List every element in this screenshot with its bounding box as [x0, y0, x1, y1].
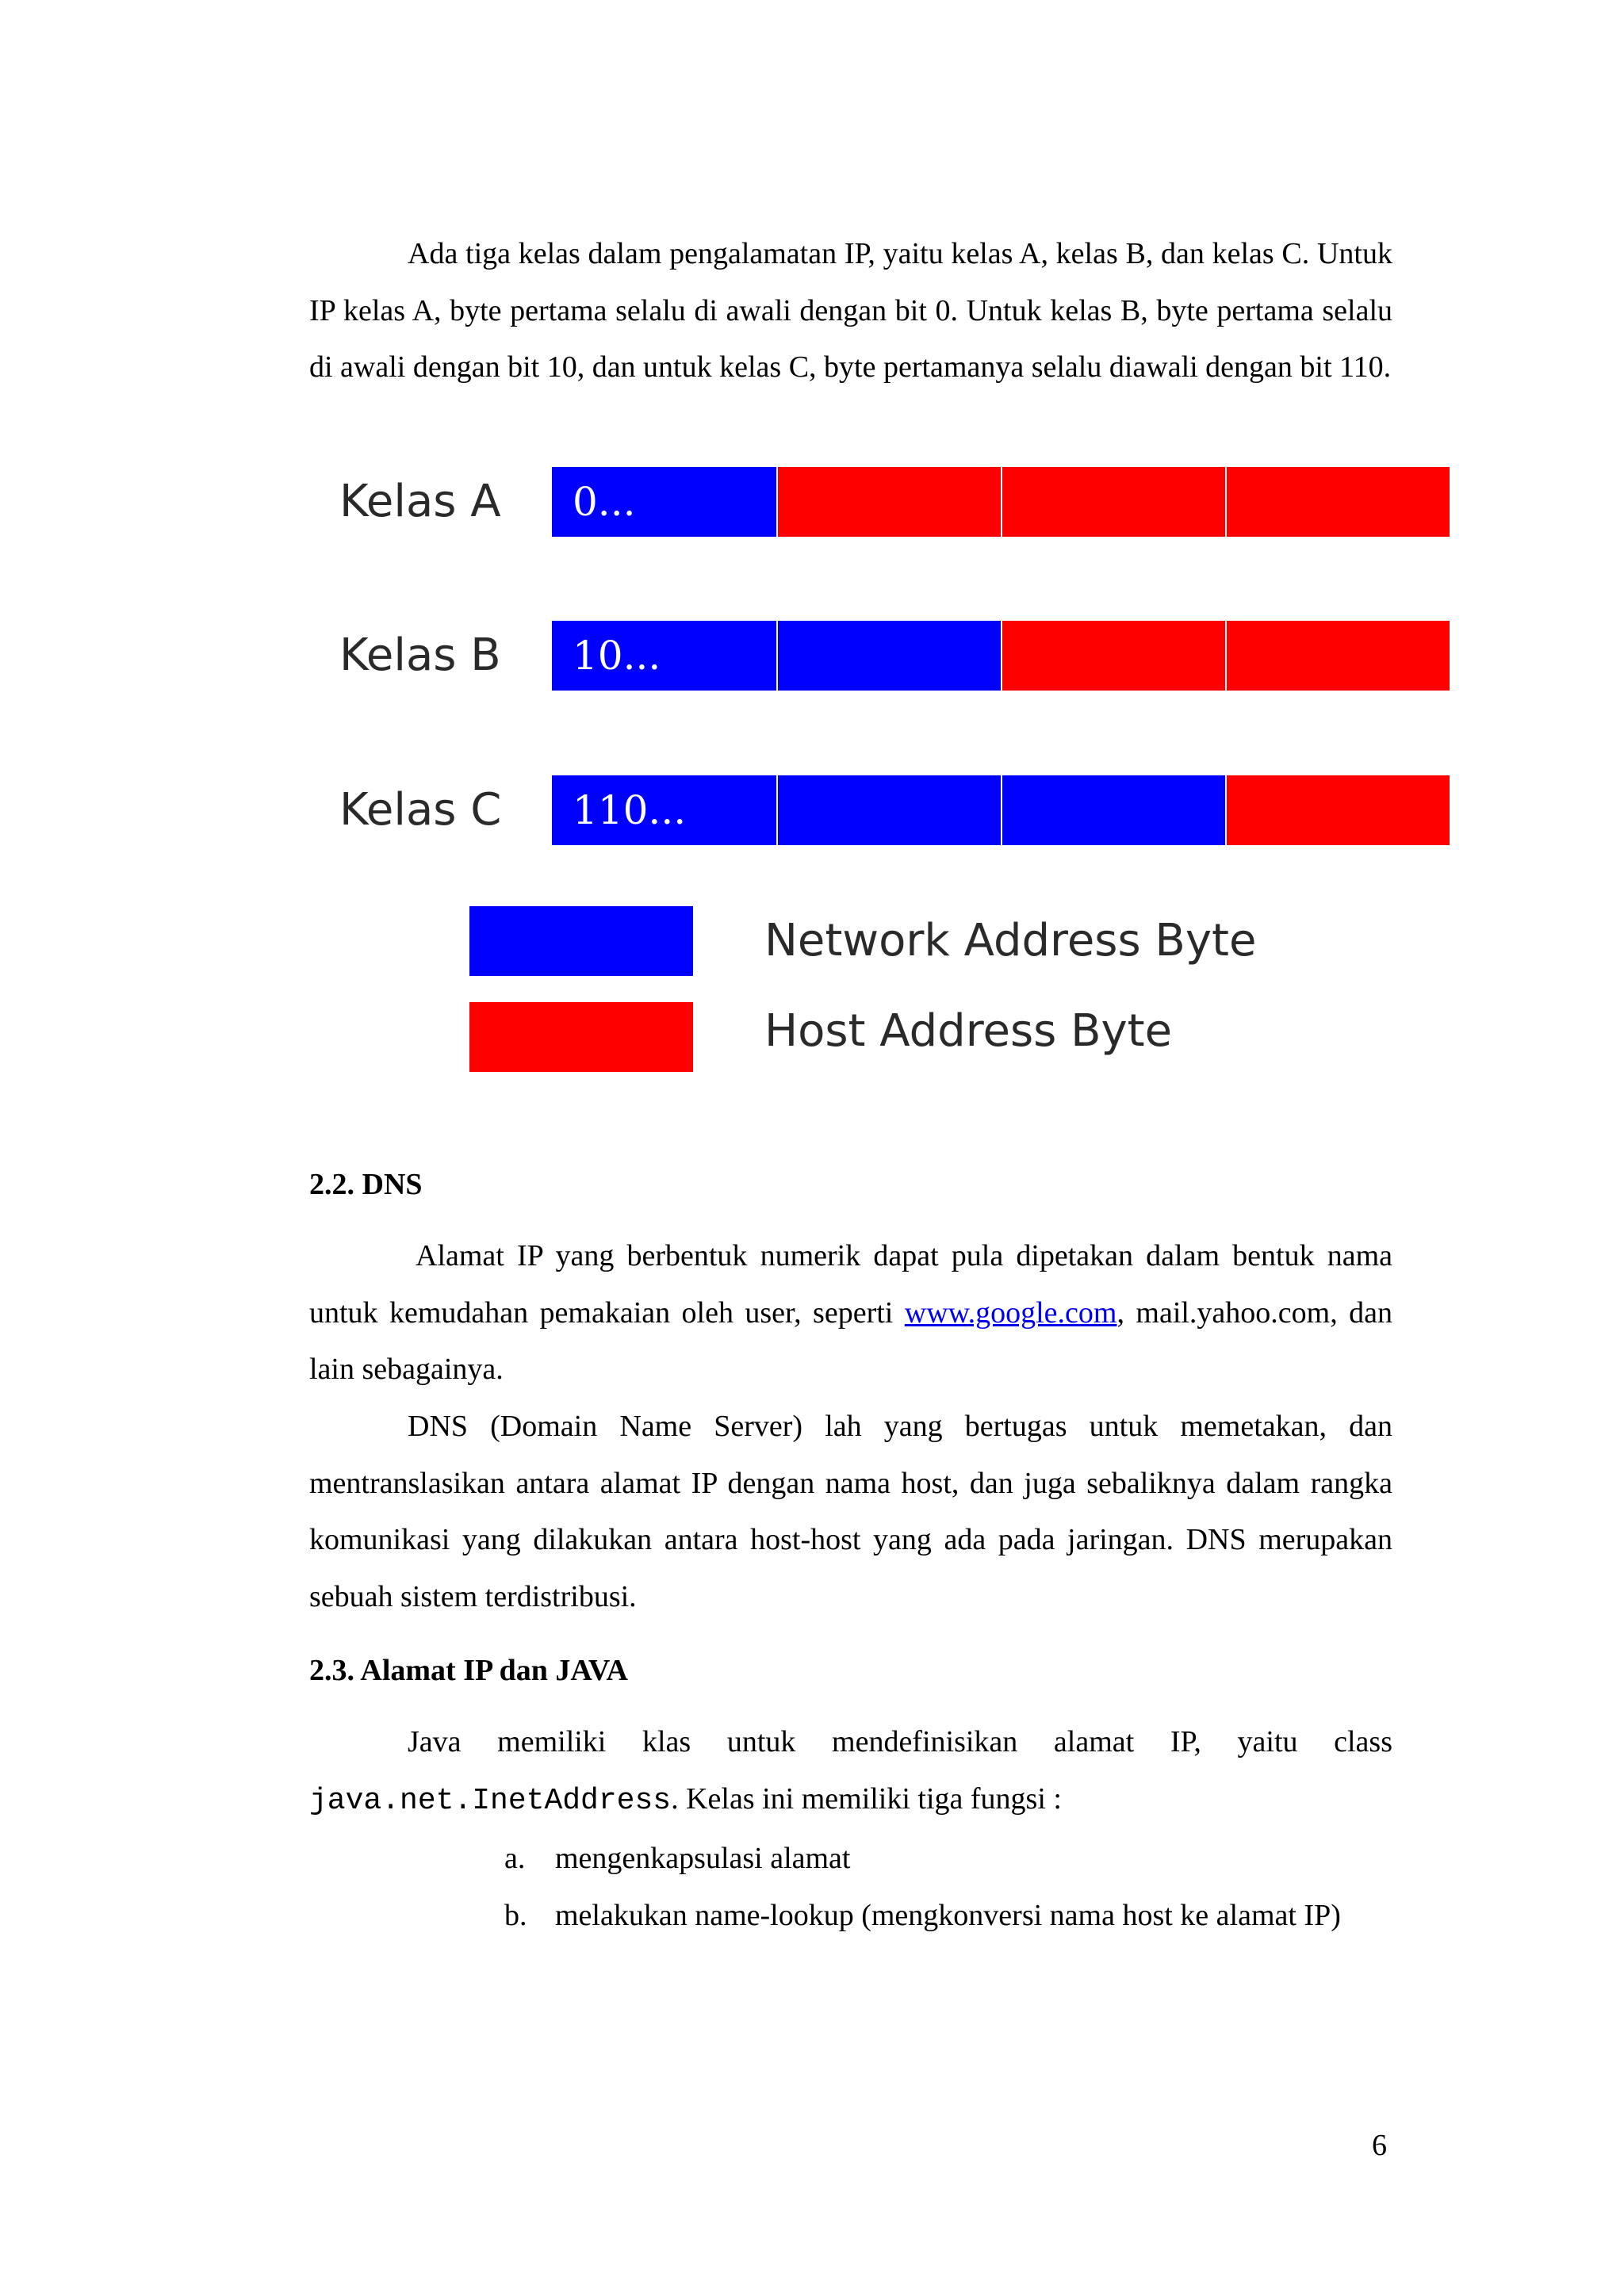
list-marker: a.: [504, 1842, 526, 1875]
intro-text: Ada tiga kelas dalam pengalamatan IP, yaitu kelas A, kelas B, dan kelas C. Untuk IP kelas A, byte pertama selalu di awali dengan bit 0. Untuk kelas B, byte pertama selalu di awali dengan bit 10, dan untuk kelas C, byte pertamanya selalu diawali dengan bit 110.: [309, 237, 1392, 384]
inetaddress-code: java.net.InetAddress: [309, 1783, 672, 1818]
java-p1-text-end: . Kelas ini memiliki tiga fungsi :: [671, 1781, 1062, 1816]
java-paragraph: [309, 1714, 1392, 1829]
legend-label-host: Host Address Byte: [764, 1005, 1173, 1057]
list-marker: b.: [504, 1898, 527, 1932]
list-item: [504, 1888, 1392, 1945]
prefix-label: 110...: [573, 787, 687, 833]
legend-swatch-host: [469, 1002, 693, 1072]
byte-cell: [552, 621, 776, 691]
section-heading-java: 2.3. Alamat IP dan JAVA: [309, 1654, 628, 1687]
byte-cell: [1225, 621, 1450, 691]
byte-cell: [1225, 467, 1450, 537]
page-number: 6: [1372, 2129, 1387, 2162]
intro-paragraph: [309, 226, 1392, 396]
bar-kelas-c: [552, 775, 1450, 845]
google-link[interactable]: www.google.com: [904, 1295, 1117, 1330]
byte-cell: [1001, 775, 1225, 845]
dns-p2-text: DNS (Domain Name Server) lah yang bertugas untuk memetakan, dan mentranslasikan antara alamat IP dengan nama host, dan juga sebaliknya dalam rangka komunikasi yang dilakukan antara host-host yang ada pada jaringan. DNS merupakan sebuah sistem terdistribusi.: [309, 1410, 1392, 1613]
ip-class-diagram: [317, 452, 1475, 1086]
byte-cell: [776, 621, 1001, 691]
list-item: [504, 1831, 1392, 1888]
java-p1-text: Java memiliki klas untuk mendefinisikan alamat IP, yaitu class: [408, 1725, 1392, 1758]
byte-cell: [552, 467, 776, 537]
section-heading-dns: 2.2. DNS: [309, 1168, 423, 1201]
byte-cell: [776, 467, 1001, 537]
dns-paragraph-2: [309, 1399, 1392, 1625]
prefix-label: 0...: [573, 479, 636, 525]
legend-label-network: Network Address Byte: [764, 915, 1257, 966]
byte-cell: [776, 775, 1001, 845]
list-item-text: melakukan name-lookup (mengkonversi nama host ke alamat IP): [555, 1898, 1341, 1932]
row-label-kelas-b: Kelas B: [339, 629, 501, 681]
bar-kelas-a: [552, 467, 1450, 537]
function-list: [504, 1831, 1392, 1944]
row-label-kelas-c: Kelas C: [339, 784, 502, 836]
byte-cell: [552, 775, 776, 845]
row-label-kelas-a: Kelas A: [339, 476, 501, 527]
prefix-label: 10...: [573, 633, 661, 679]
legend-swatch-network: [469, 906, 693, 976]
dns-p1-text-end: , mail.yahoo.com, dan lain sebagainya.: [309, 1295, 1392, 1386]
byte-cell: [1225, 775, 1450, 845]
bar-kelas-b: [552, 621, 1450, 691]
dns-p1-text: Alamat IP yang berbentuk numerik dapat pula dipetakan dalam bentuk nama untuk kemudahan pemakaian oleh user, seperti: [309, 1239, 1392, 1330]
byte-cell: [1001, 621, 1225, 691]
byte-cell: [1001, 467, 1225, 537]
list-item-text: mengenkapsulasi alamat: [555, 1842, 851, 1875]
dns-paragraph-1: [309, 1228, 1392, 1399]
